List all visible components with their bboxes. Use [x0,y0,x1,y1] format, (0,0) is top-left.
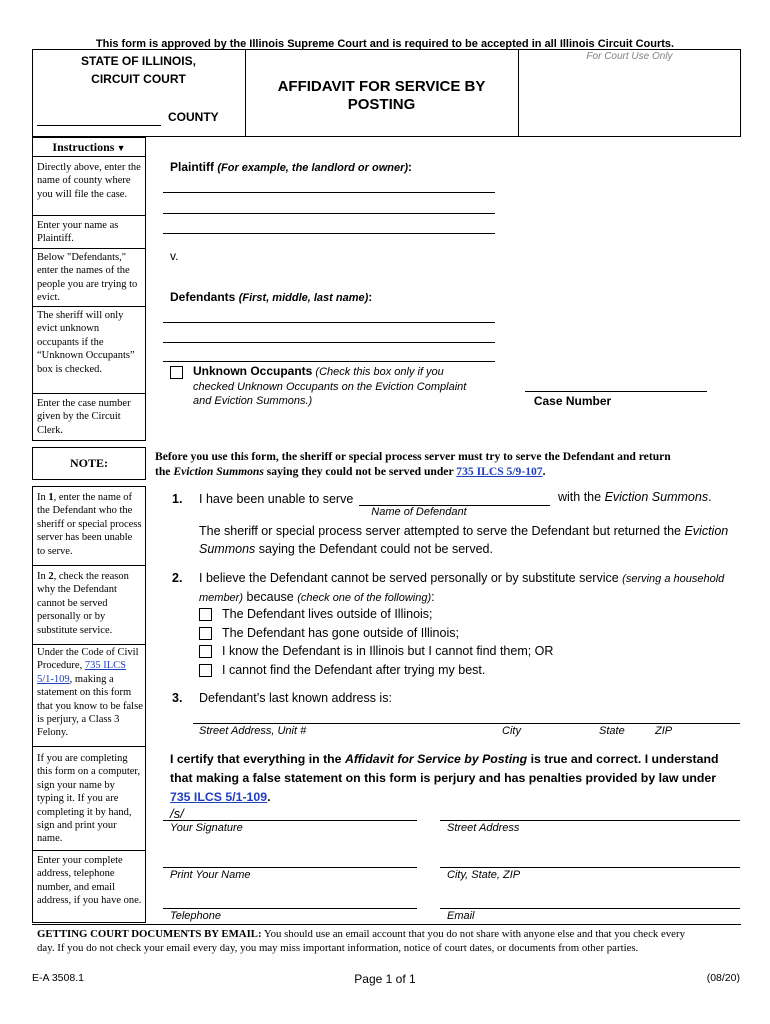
unknown-occupants-hint-3: and Eviction Summons.) [193,395,313,407]
email-label: Email [447,910,475,922]
county-label: COUNTY [168,110,219,124]
defendants-label: Defendants [170,290,236,304]
defendants-hint: (First, middle, last name) [238,292,369,304]
option-lives-outside-checkbox[interactable] [199,608,212,621]
side-note-2: In 2, check the reason why the Defendant cannot be served personally or by substitute service. [37,571,129,636]
plaintiff-heading: Plaintiff (For example, the landlord or owner): [170,160,413,174]
eviction-summons-ref: Eviction Summons [173,465,264,478]
signature-line[interactable] [163,820,417,821]
unknown-occupants-text [193,364,466,409]
city-state-zip-line[interactable] [440,867,740,868]
statute-link-1-109-side[interactable]: 735 ILCS 5/1-109 [37,660,126,685]
instructions-divider [32,215,146,216]
plaintiff-line-3[interactable] [163,233,495,234]
signer-street-address-label: Street Address [447,822,520,834]
option-cannot-find-checkbox[interactable] [199,664,212,677]
instructions-divider [32,248,146,249]
side-notes-divider [32,644,146,645]
instructions-heading-text: Instructions [52,140,115,154]
instruction-item-3: Below "Defendants," enter the names of the people you are trying to evict. [37,252,138,304]
side-note-5: Enter your complete address, telephone number, and email address, if you have one. [37,855,142,907]
instruction-item-4: The sheriff will only evict unknown occupants if the “Unknown Occupants” box is checked. [37,310,135,375]
last-address-line[interactable] [193,723,740,724]
telephone-label: Telephone [170,910,221,922]
instruction-item-1: Directly above, enter the name of county where you will file the case. [37,162,141,200]
side-note-4: If you are completing this form on a computer, sign your name by typing it. If you are completing it by hand, sign and print your name. [37,753,141,845]
defendants-line-2[interactable] [163,342,495,343]
option-lives-outside-label: The Defendant lives outside of Illinois; [222,607,433,621]
city-label: City [502,725,521,737]
instruction-item-5: Enter the case number given by the Circuit Clerk. [37,398,131,436]
side-note-3: Under the Code of Civil Procedure, 735 ILCS 5/1-109, making a statement on this form that you know to be false is perjury, a Class 3 Felony. [37,647,143,739]
note-text-line-1: Before you use this form, the sheriff or special process server must try to serve the Defendant and return [155,450,671,463]
side-note-1: In 1, enter the name of the Defendant who the sheriff or special process server has been unable to serve. [37,492,142,557]
instruction-item-2: Enter your name as Plaintiff. [37,220,119,245]
plaintiff-line-1[interactable] [163,192,495,193]
note-label: NOTE: [69,456,108,470]
instructions-divider [32,393,146,394]
option-cannot-find-in-illinois-label: I know the Defendant is in Illinois but I cannot find them; OR [222,644,554,658]
state-label-field: State [599,725,625,737]
instructions-divider [32,156,146,157]
court-label: CIRCUIT COURT [91,72,186,86]
defendants-line-3[interactable] [163,361,495,362]
print-name-label: Print Your Name [170,869,251,881]
approval-notice: This form is approved by the Illinois Supreme Court and is required to be accepted in all Illinois Circuit Courts. [95,38,675,50]
option-gone-outside-checkbox[interactable] [199,627,212,640]
section2-text: I believe the Defendant cannot be served personally or by substitute service (serving a household member) because (check one of the following): [199,571,725,604]
side-notes-divider [32,850,146,851]
instructions-heading [32,140,146,155]
unknown-occupants-label: Unknown Occupants [193,364,313,378]
email-notice-top-line [32,924,741,925]
section1-text-a: I have been unable to serve [199,492,354,506]
form-title-line-1: AFFIDAVIT FOR SERVICE BY [277,78,486,95]
plaintiff-hint: (For example, the landlord or owner) [217,162,409,174]
street-address-line[interactable] [440,820,740,821]
street-address-label: Street Address, Unit # [199,725,307,737]
section1-text-b: with the Eviction Summons. [558,490,712,504]
revision-date: (08/20) [706,972,740,984]
email-notice: GETTING COURT DOCUMENTS BY EMAIL: You should use an email account that you do not share with anyone else and that you check every day. If you do not check your email every day, you may miss important information, notice of court dates, or documents from other parties. [37,928,685,954]
unknown-occupants-checkbox[interactable] [170,366,183,379]
form-title-line-2: POSTING [347,96,416,113]
header-divider-2 [518,49,519,137]
signature-value: /s/ [170,806,184,821]
court-use-label: For Court Use Only [586,51,673,62]
unknown-occupants-hint-1: (Check this box only if you [315,366,444,378]
statute-link-1-109[interactable]: 735 ILCS 5/1-109 [170,790,268,804]
page-number: Page 1 of 1 [354,972,416,986]
option-cannot-find-in-illinois-checkbox[interactable] [199,645,212,658]
section3-number: 3. [172,691,183,705]
your-signature-label: Your Signature [170,822,243,834]
form-id: E-A 3508.1 [32,972,84,984]
defendant-name-label: Name of Defendant [371,506,467,518]
section3-text: Defendant’s last known address is: [199,691,392,705]
option-cannot-find-label: I cannot find the Defendant after trying my best. [222,663,486,677]
triangle-down-icon: ▼ [114,143,126,153]
print-name-line[interactable] [163,867,417,868]
option-gone-outside-label: The Defendant has gone outside of Illinois; [222,626,459,640]
statute-link-9-107[interactable]: 735 ILCS 5/9-107 [456,465,543,478]
city-state-zip-label: City, State, ZIP [447,869,521,881]
certification-text: I certify that everything in the Affidavit for Service by Posting is true and correct. I understand that making a false statement on this form is perjury and has penalties provided by law under 735 ILCS 5/1-109. [170,752,719,804]
versus-label: v. [170,249,179,263]
plaintiff-label: Plaintiff [170,160,214,174]
telephone-line[interactable] [163,908,417,909]
form-title [245,78,518,114]
side-notes-divider [32,746,146,747]
email-line[interactable] [440,908,740,909]
instructions-divider [32,306,146,307]
county-input-line[interactable] [37,125,161,126]
case-number-line[interactable] [525,391,707,392]
email-notice-heading: GETTING COURT DOCUMENTS BY EMAIL: [37,928,262,940]
section1-detail: The sheriff or special process server attempted to serve the Defendant but returned the Eviction Summons saying the Defendant could not be served. [199,524,729,556]
case-number-label: Case Number [533,394,612,408]
defendants-line-1[interactable] [163,322,495,323]
section2-number: 2. [172,571,183,585]
zip-label: ZIP [655,725,673,737]
side-notes-divider [32,565,146,566]
section1-number: 1. [172,492,183,506]
defendants-heading: Defendants (First, middle, last name): [170,290,373,304]
unknown-occupants-hint-2: checked Unknown Occupants on the Eviction Complaint [193,380,467,393]
plaintiff-line-2[interactable] [163,213,495,214]
note-text: Before you use this form, the sheriff or special process server must try to serve the Defendant and return the Eviction Summons saying they could not be served under 735 ILCS 5/9-107. [155,449,745,479]
state-label: STATE OF ILLINOIS, [81,54,196,68]
